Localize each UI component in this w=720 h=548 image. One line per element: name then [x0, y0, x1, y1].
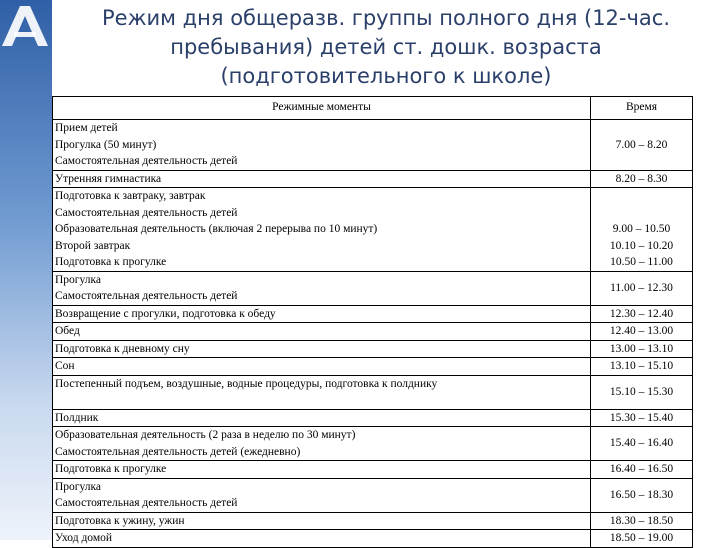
activity-cell — [53, 512, 591, 530]
table-row — [53, 427, 693, 461]
time-value: 9.00 – 10.50 — [612, 223, 671, 235]
time-cell — [591, 358, 693, 376]
activity-cell — [53, 530, 591, 548]
time-value: 18.30 – 18.50 — [609, 514, 674, 527]
time-value: 10.10 – 10.20 — [609, 239, 674, 252]
time-cell — [591, 271, 693, 305]
activity-line: Подготовка к прогулке — [55, 463, 167, 475]
time-value: 12.40 – 13.00 — [609, 325, 674, 337]
time-value — [593, 205, 690, 222]
time-cell — [591, 375, 693, 409]
schedule-body — [53, 120, 693, 548]
time-cell — [591, 188, 693, 272]
activity-line: Прием детей — [55, 122, 118, 134]
time-value: 16.50 – 18.30 — [609, 488, 674, 501]
activity-line: Самостоятельная деятельность детей (ежедневно) — [55, 445, 301, 458]
table-row — [53, 340, 693, 358]
activity-line: Постепенный подъем, воздушные, водные процедуры, подготовка к полднику — [55, 377, 438, 390]
activity-line: Самостоятельная деятельность детей — [55, 497, 238, 509]
activity-line: Прогулка — [55, 480, 102, 493]
table-header-row — [53, 97, 693, 120]
activity-line: Полдник — [55, 411, 99, 424]
time-value: 18.50 – 19.00 — [609, 532, 674, 544]
time-cell — [591, 323, 693, 341]
activity-line: Второй завтрак — [55, 239, 131, 252]
activity-line: Утренняя гимнастика — [55, 172, 162, 185]
activity-cell — [53, 305, 591, 323]
time-value: 7.00 – 8.20 — [615, 138, 668, 151]
activity-column-header: Режимные моменты — [53, 97, 591, 120]
activity-cell — [53, 461, 591, 479]
activity-cell — [53, 323, 591, 341]
time-cell — [591, 530, 693, 548]
activity-cell — [53, 340, 591, 358]
activity-line: Самостоятельная деятельность детей — [55, 155, 238, 167]
activity-cell — [53, 170, 591, 188]
table-row — [53, 170, 693, 188]
time-cell — [591, 461, 693, 479]
activity-cell — [53, 120, 591, 171]
time-value: 13.10 – 15.10 — [609, 360, 674, 372]
table-row — [53, 375, 693, 409]
time-value: 15.30 – 15.40 — [609, 411, 674, 424]
time-value: 15.40 – 16.40 — [609, 437, 674, 450]
time-column-header: Время — [591, 97, 693, 120]
activity-cell — [53, 427, 591, 461]
time-value: 11.00 – 12.30 — [610, 281, 673, 294]
activity-line: Подготовка к дневному сну — [55, 342, 190, 355]
table-row — [53, 409, 693, 427]
time-cell — [591, 427, 693, 461]
title-line-3: (подготовительного к школе) — [220, 64, 552, 88]
activity-line: Образовательная деятельность (включая 2 перерыва по 10 минут) — [55, 223, 378, 235]
time-value: 12.30 – 12.40 — [609, 307, 674, 320]
activity-line: Прогулка (50 минут) — [55, 138, 157, 151]
time-value: 8.20 – 8.30 — [615, 172, 668, 185]
activity-line: Обед — [55, 325, 80, 337]
activity-cell — [53, 478, 591, 512]
decorative-sidebar — [0, 0, 52, 540]
table-row — [53, 530, 693, 548]
activity-line: Подготовка к завтраку, завтрак — [55, 190, 206, 202]
time-cell — [591, 340, 693, 358]
time-cell — [591, 305, 693, 323]
time-cell — [591, 512, 693, 530]
activity-line: Подготовка к прогулке — [55, 256, 167, 268]
table-row — [53, 120, 693, 171]
time-value: 13.00 – 13.10 — [609, 342, 674, 355]
table-row — [53, 512, 693, 530]
table-row — [53, 271, 693, 305]
activity-cell — [53, 271, 591, 305]
activity-line: Самостоятельная деятельность детей — [55, 290, 238, 302]
activity-line: Подготовка к ужину, ужин — [55, 514, 185, 527]
time-value — [593, 188, 690, 205]
time-value: 15.10 – 15.30 — [609, 385, 674, 398]
activity-cell — [53, 375, 591, 409]
activity-cell — [53, 358, 591, 376]
title-line-2: пребывания) детей ст. дошк. возраста — [170, 35, 602, 59]
activity-line: Образовательная деятельность (2 раза в неделю по 30 минут) — [55, 429, 356, 441]
table-row — [53, 323, 693, 341]
schedule-table — [52, 96, 693, 548]
table-row — [53, 478, 693, 512]
table-row — [53, 461, 693, 479]
table-row — [53, 358, 693, 376]
activity-line: Прогулка — [55, 273, 102, 286]
page-title — [56, 4, 716, 91]
activity-line: Возвращение с прогулки, подготовка к обеду — [55, 307, 276, 320]
logo-icon — [0, 2, 52, 48]
activity-line — [55, 392, 588, 409]
activity-line: Сон — [55, 360, 75, 372]
activity-cell — [53, 188, 591, 272]
table-row — [53, 305, 693, 323]
time-value: 10.50 – 11.00 — [610, 256, 673, 268]
time-cell — [591, 170, 693, 188]
table-row — [53, 188, 693, 272]
activity-line: Уход домой — [55, 532, 113, 544]
time-value: 16.40 – 16.50 — [609, 463, 674, 475]
activity-cell — [53, 409, 591, 427]
time-cell — [591, 120, 693, 171]
title-line-1: Режим дня общеразв. группы полного дня (12-час. — [101, 6, 670, 30]
time-cell — [591, 478, 693, 512]
activity-line: Самостоятельная деятельность детей — [55, 206, 238, 219]
time-cell — [591, 409, 693, 427]
